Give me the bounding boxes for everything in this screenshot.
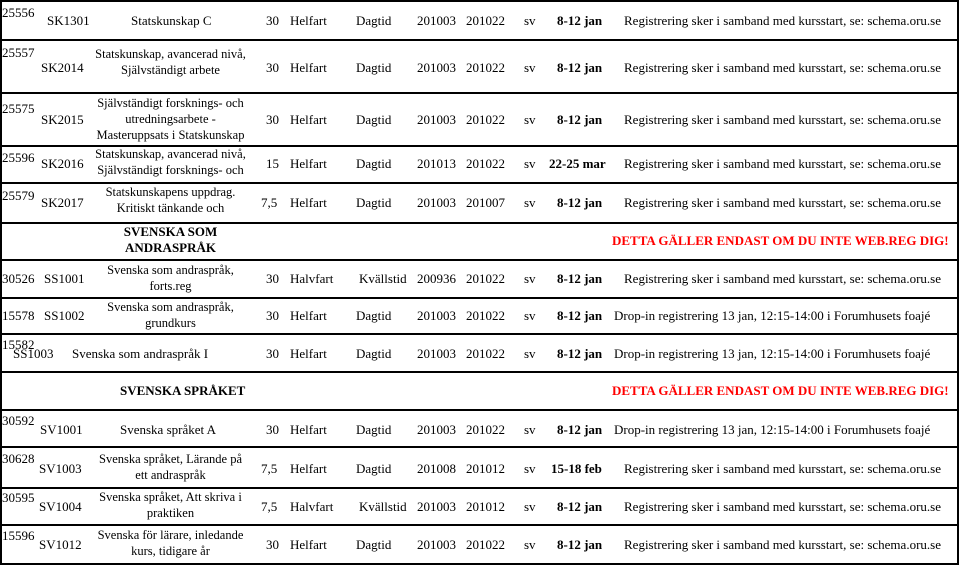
course-name: kurs, tidigare år bbox=[131, 544, 210, 558]
course-start: 200936 bbox=[417, 271, 456, 286]
course-code: SK2015 bbox=[41, 112, 84, 127]
course-info: Drop-in registrering 13 jan, 12:15-14:00 i Forumhusets foajé bbox=[614, 422, 931, 437]
course-name: grundkurs bbox=[145, 316, 196, 330]
course-code: SK2016 bbox=[41, 156, 84, 171]
course-id: 15578 bbox=[2, 308, 35, 323]
course-name: Statskunskap, avancerad nivå, bbox=[95, 47, 246, 61]
row-divider bbox=[0, 524, 959, 526]
course-dates: 15-18 feb bbox=[551, 461, 602, 476]
course-pace: Helfart bbox=[290, 461, 327, 476]
course-name: Svenska språket A bbox=[120, 422, 217, 437]
course-name: forts.reg bbox=[149, 279, 192, 293]
course-lang: sv bbox=[524, 195, 536, 210]
course-start: 201013 bbox=[417, 156, 456, 171]
course-hp: 7,5 bbox=[261, 195, 278, 210]
row-divider bbox=[0, 92, 959, 94]
course-pace: Helfart bbox=[290, 13, 327, 28]
course-hp: 30 bbox=[266, 537, 279, 552]
course-id: 30595 bbox=[2, 490, 35, 505]
course-end: 201022 bbox=[466, 112, 505, 127]
course-end: 201022 bbox=[466, 156, 505, 171]
course-info: Registrering sker i samband med kursstart, se: schema.oru.se bbox=[624, 195, 941, 210]
course-lang: sv bbox=[524, 422, 536, 437]
course-end: 201012 bbox=[466, 499, 505, 514]
course-pace: Helfart bbox=[290, 346, 327, 361]
section-title: ANDRASPRÅK bbox=[125, 240, 216, 255]
course-id: 30526 bbox=[2, 271, 35, 286]
course-id: 30592 bbox=[2, 413, 35, 428]
course-info: Registrering sker i samband med kursstart, se: schema.oru.se bbox=[624, 461, 941, 476]
course-start: 201003 bbox=[417, 308, 456, 323]
course-lang: sv bbox=[524, 346, 536, 361]
course-hp: 15 bbox=[266, 156, 279, 171]
course-info: Registrering sker i samband med kursstart, se: schema.oru.se bbox=[624, 537, 941, 552]
course-name: utredningsarbete - bbox=[125, 112, 216, 126]
course-id: 25596 bbox=[2, 150, 35, 165]
course-name: Svenska språket, Att skriva i bbox=[99, 490, 242, 504]
course-info: Registrering sker i samband med kursstart, se: schema.oru.se bbox=[624, 156, 941, 171]
row-divider bbox=[0, 487, 959, 489]
course-end: 201022 bbox=[466, 60, 505, 75]
course-start: 201003 bbox=[417, 13, 456, 28]
row-divider bbox=[0, 39, 959, 41]
course-id: 25556 bbox=[2, 5, 35, 20]
course-info: Drop-in registrering 13 jan, 12:15-14:00 i Forumhusets foajé bbox=[614, 308, 931, 323]
course-code: SS1002 bbox=[44, 308, 85, 323]
course-dates: 8-12 jan bbox=[557, 308, 603, 323]
course-lang: sv bbox=[524, 461, 536, 476]
course-dates: 8-12 jan bbox=[557, 499, 603, 514]
course-end: 201012 bbox=[466, 461, 505, 476]
section-notice: DETTA GÄLLER ENDAST OM DU INTE WEB.REG DIG! bbox=[612, 383, 949, 398]
course-end: 201022 bbox=[466, 537, 505, 552]
course-id: 15582 bbox=[2, 337, 35, 352]
course-time: Kvällstid bbox=[359, 499, 407, 514]
course-start: 201003 bbox=[417, 537, 456, 552]
row-divider bbox=[0, 371, 959, 373]
course-time: Dagtid bbox=[356, 422, 392, 437]
course-info: Registrering sker i samband med kursstart, se: schema.oru.se bbox=[624, 13, 941, 28]
course-id: 25575 bbox=[2, 101, 35, 116]
course-name: Självständigt forsknings- och bbox=[97, 163, 244, 177]
course-dates: 8-12 jan bbox=[557, 112, 603, 127]
course-id: 25557 bbox=[2, 45, 35, 60]
course-lang: sv bbox=[524, 112, 536, 127]
course-lang: sv bbox=[524, 60, 536, 75]
course-id: 25579 bbox=[2, 188, 35, 203]
course-lang: sv bbox=[524, 13, 536, 28]
course-time: Dagtid bbox=[356, 13, 392, 28]
course-info: Registrering sker i samband med kursstart, se: schema.oru.se bbox=[624, 60, 941, 75]
course-dates: 8-12 jan bbox=[557, 13, 603, 28]
section-title: SVENSKA SOM bbox=[123, 224, 218, 239]
course-name: Masteruppsats i Statskunskap bbox=[96, 128, 245, 142]
course-lang: sv bbox=[524, 156, 536, 171]
course-pace: Helfart bbox=[290, 60, 327, 75]
course-pace: Helfart bbox=[290, 422, 327, 437]
course-end: 201022 bbox=[466, 13, 505, 28]
course-dates: 8-12 jan bbox=[557, 60, 603, 75]
course-end: 201022 bbox=[466, 422, 505, 437]
course-code: SV1003 bbox=[39, 461, 82, 476]
course-code: SV1012 bbox=[39, 537, 82, 552]
course-start: 201003 bbox=[417, 422, 456, 437]
course-dates: 8-12 jan bbox=[557, 195, 603, 210]
course-name: Självständigt arbete bbox=[121, 63, 220, 77]
row-divider bbox=[0, 409, 959, 411]
course-end: 201022 bbox=[466, 308, 505, 323]
course-time: Dagtid bbox=[356, 346, 392, 361]
course-code: SV1001 bbox=[40, 422, 83, 437]
course-hp: 7,5 bbox=[261, 461, 278, 476]
course-hp: 30 bbox=[266, 308, 279, 323]
row-divider bbox=[0, 333, 959, 335]
course-hp: 7,5 bbox=[261, 499, 278, 514]
course-start: 201003 bbox=[417, 60, 456, 75]
course-lang: sv bbox=[524, 537, 536, 552]
row-divider bbox=[0, 182, 959, 184]
course-code: SS1003 bbox=[13, 346, 54, 361]
course-lang: sv bbox=[524, 271, 536, 286]
course-pace: Helfart bbox=[290, 112, 327, 127]
course-code: SK2017 bbox=[41, 195, 84, 210]
course-name: Statskunskap, avancerad nivå, bbox=[95, 147, 246, 161]
course-name: Statskunskap C bbox=[131, 13, 212, 28]
course-code: SK2014 bbox=[41, 60, 84, 75]
course-id: 15596 bbox=[2, 528, 35, 543]
course-name: Svenska som andraspråk, bbox=[107, 263, 234, 277]
course-dates: 22-25 mar bbox=[549, 156, 606, 171]
row-divider bbox=[0, 0, 959, 2]
course-code: SS1001 bbox=[44, 271, 85, 286]
course-time: Dagtid bbox=[356, 195, 392, 210]
course-name: Svenska som andraspråk, bbox=[107, 300, 234, 314]
course-hp: 30 bbox=[266, 271, 279, 286]
course-dates: 8-12 jan bbox=[557, 422, 603, 437]
course-hp: 30 bbox=[266, 112, 279, 127]
course-pace: Halvfart bbox=[290, 499, 334, 514]
course-name: Kritiskt tänkande och bbox=[116, 201, 225, 215]
course-name: ett andraspråk bbox=[135, 468, 206, 482]
course-pace: Helfart bbox=[290, 537, 327, 552]
section-title: SVENSKA SPRÅKET bbox=[120, 383, 246, 398]
course-dates: 8-12 jan bbox=[557, 271, 603, 286]
course-dates: 8-12 jan bbox=[557, 346, 603, 361]
course-time: Dagtid bbox=[356, 308, 392, 323]
course-start: 201003 bbox=[417, 195, 456, 210]
course-pace: Helfart bbox=[290, 308, 327, 323]
course-name: Självständigt forsknings- och bbox=[97, 96, 244, 110]
course-lang: sv bbox=[524, 308, 536, 323]
course-time: Dagtid bbox=[356, 60, 392, 75]
course-code: SK1301 bbox=[47, 13, 90, 28]
course-start: 201003 bbox=[417, 346, 456, 361]
course-code: SV1004 bbox=[39, 499, 82, 514]
course-start: 201003 bbox=[417, 112, 456, 127]
course-start: 201003 bbox=[417, 499, 456, 514]
course-time: Kvällstid bbox=[359, 271, 407, 286]
course-info: Registrering sker i samband med kursstart, se: schema.oru.se bbox=[624, 271, 941, 286]
course-end: 201022 bbox=[466, 271, 505, 286]
course-pace: Helfart bbox=[290, 156, 327, 171]
course-name: Svenska för lärare, inledande bbox=[97, 528, 244, 542]
course-name: Statskunskapens uppdrag. bbox=[105, 185, 236, 199]
row-divider bbox=[0, 446, 959, 448]
course-start: 201008 bbox=[417, 461, 456, 476]
course-name: Svenska språket, Lärande på bbox=[99, 452, 242, 466]
course-pace: Helfart bbox=[290, 195, 327, 210]
course-pace: Halvfart bbox=[290, 271, 334, 286]
course-time: Dagtid bbox=[356, 461, 392, 476]
row-divider bbox=[0, 259, 959, 261]
course-hp: 30 bbox=[266, 60, 279, 75]
course-hp: 30 bbox=[266, 422, 279, 437]
course-time: Dagtid bbox=[356, 537, 392, 552]
course-name: Svenska som andraspråk I bbox=[72, 346, 209, 361]
course-hp: 30 bbox=[266, 13, 279, 28]
course-time: Dagtid bbox=[356, 112, 392, 127]
course-time: Dagtid bbox=[356, 156, 392, 171]
course-info: Registrering sker i samband med kursstart, se: schema.oru.se bbox=[624, 112, 941, 127]
course-end: 201007 bbox=[466, 195, 505, 210]
course-id: 30628 bbox=[2, 451, 35, 466]
row-divider bbox=[0, 297, 959, 299]
course-hp: 30 bbox=[266, 346, 279, 361]
course-name: praktiken bbox=[146, 506, 195, 520]
course-end: 201022 bbox=[466, 346, 505, 361]
course-info: Drop-in registrering 13 jan, 12:15-14:00 i Forumhusets foajé bbox=[614, 346, 931, 361]
course-lang: sv bbox=[524, 499, 536, 514]
course-dates: 8-12 jan bbox=[557, 537, 603, 552]
course-info: Registrering sker i samband med kursstart, se: schema.oru.se bbox=[624, 499, 941, 514]
section-notice: DETTA GÄLLER ENDAST OM DU INTE WEB.REG DIG! bbox=[612, 233, 949, 248]
